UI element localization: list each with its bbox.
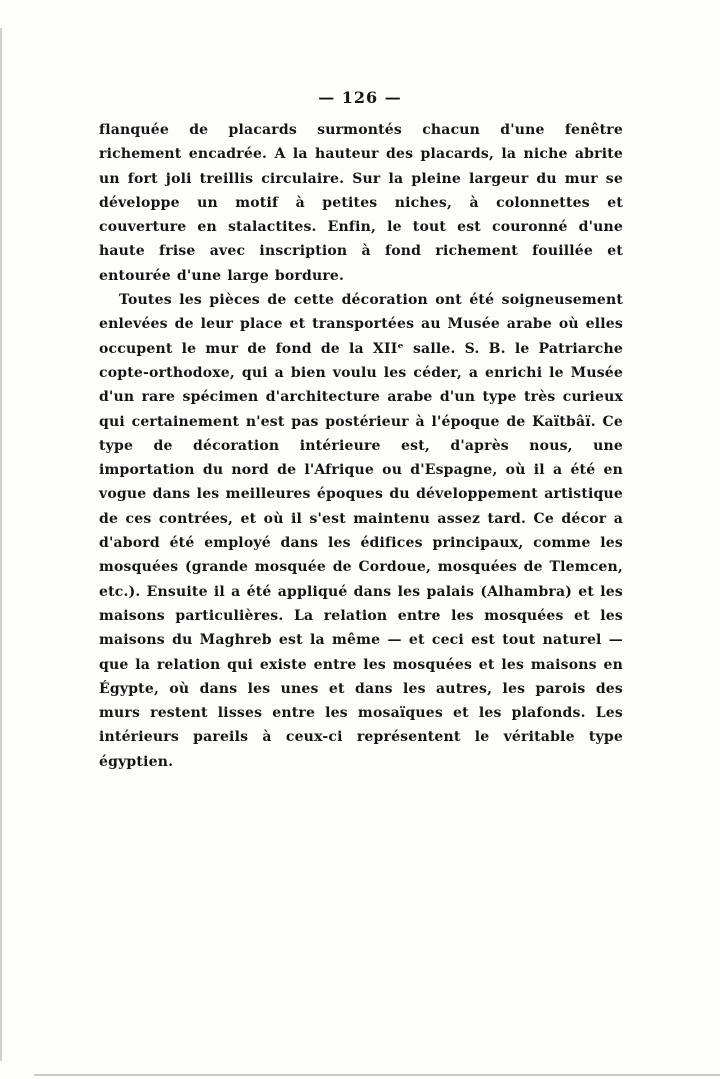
body-text (99, 118, 623, 774)
scan-edge-bottom (34, 1074, 720, 1076)
paragraph-1: flanquée de placards surmontés chacun d'une fenêtre richement encadrée. A la hauteur des placards, la niche abrite un fort joli treillis circulaire. Sur la pleine largeur du mur se développe un motif à petites niches, à colonnettes et couverture en stalactites. Enfin, le tout est couronné d'une haute frise avec inscription à fond richement fouillée et entourée d'une large bordure. (99, 122, 623, 284)
page-number: — 126 — (318, 88, 402, 107)
paragraph-2: Toutes les pièces de cette décoration ont été soigneusement enlevées de leur place et transportées au Musée arabe où elles occupent le mur de fond de la XIIᵉ salle. S. B. le Patriarche copte-orthodoxe, qui a bien voulu les céder, a enrichi le Musée d'un rare spécimen d'architecture arabe d'un type très curieux qui certainement n'est pas postérieur à l'époque de Kaïtbâï. Ce type de décoration intérieure est, d'après nous, une importation du nord de l'Afrique ou d'Espagne, où il a été en vogue dans les meilleures époques du développement artistique de ces contrées, et où il s'est maintenu assez tard. Ce décor a d'abord été employé dans les édifices principaux, comme les mosquées (grande mosquée de Cordoue, mosquées de Tlemcen, etc.). Ensuite il a été appliqué dans les palais (Alhambra) et les maisons particulières. La relation entre les mosquées et les maisons du Maghreb est la même — et ceci est tout naturel — que la relation qui existe entre les mosquées et les maisons en Égypte, où dans les unes et dans les autres, les parois des murs restent lisses entre les mosaïques et les plafonds. Les intérieurs pareils à ceux-ci représentent le véritable type égyptien. (99, 292, 623, 770)
scan-edge-left (0, 28, 2, 1061)
